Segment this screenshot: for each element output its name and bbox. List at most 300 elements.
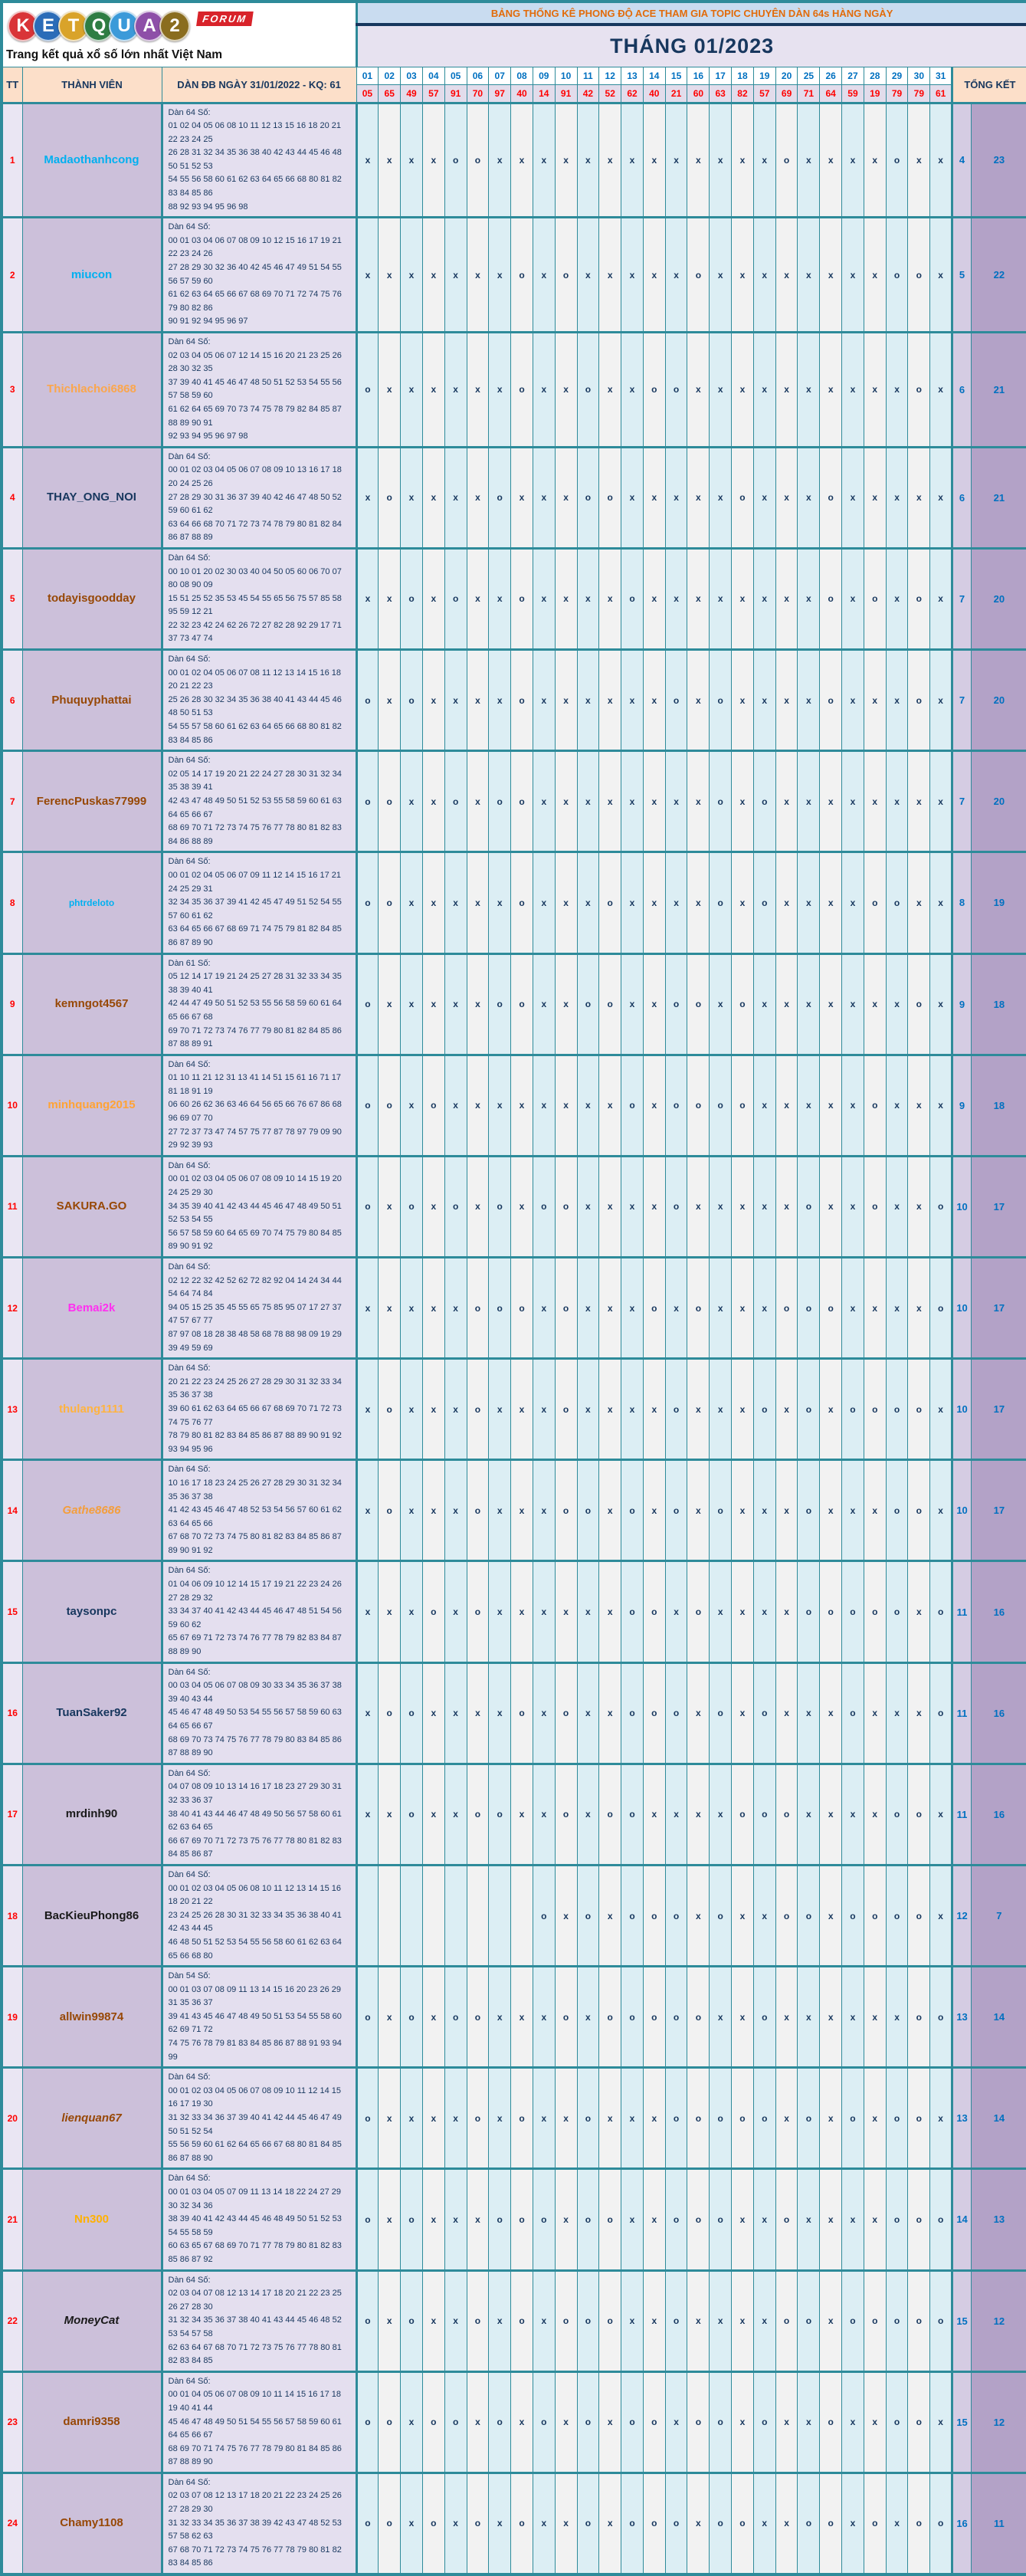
mark-cell: x [511,103,533,218]
mark-cell: o [908,2068,930,2169]
mark-cell: x [555,2371,577,2473]
dan-cell [162,1055,356,1156]
mark-cell: x [401,333,423,448]
mark-cell: x [864,218,886,333]
mark-cell: o [511,218,533,333]
dan-line: 45 46 47 48 49 50 53 54 55 56 57 58 59 60 63 64 65 66 67 [168,1708,342,1731]
mark-cell: x [864,1258,886,1359]
mark-cell: x [665,103,687,218]
member-name: taysonpc [66,1605,117,1619]
member-cell [22,1967,162,2068]
mark-cell: o [687,2169,710,2270]
row-number: 15 [2,1561,22,1662]
row-number: 13 [2,1359,22,1460]
day-header: 12 [599,67,621,84]
mark-cell: x [422,1156,444,1257]
mark-cell: x [864,650,886,751]
mark-cell: x [422,1764,444,1865]
mark-cell: x [577,218,599,333]
mark-cell: x [798,548,820,649]
mark-cell: o [379,1359,401,1460]
logo-tagline: Trang kết quả xổ số lớn nhất Việt Nam [6,48,223,61]
mark-cell: x [401,1359,423,1460]
dan-title: Dàn 54 Số: [168,1971,211,1981]
mark-cell: o [511,1258,533,1359]
dan-line: 00 01 03 07 08 09 11 13 14 15 16 20 23 26 29 31 35 36 37 [168,1984,341,2008]
total-miss-count: 10 [952,1460,972,1561]
mark-cell: x [886,953,908,1055]
mark-cell: x [820,1055,842,1156]
mark-cell: x [356,1359,379,1460]
dan-line: 02 03 04 05 06 07 12 14 15 16 20 21 23 25 26 28 30 32 35 [168,350,342,374]
mark-cell: x [864,1460,886,1561]
mark-cell: x [401,1055,423,1156]
dan-cell [162,751,356,852]
mark-cell: o [379,1662,401,1764]
mark-cell: o [930,1662,952,1764]
mark-cell: x [422,1258,444,1359]
mark-cell: x [864,1662,886,1764]
dan-line: 04 07 08 09 10 13 14 16 17 18 23 27 29 30 31 32 33 36 37 [168,1782,342,1805]
mark-cell: o [775,1865,798,1966]
mark-cell: x [842,2473,864,2574]
mark-cell: x [467,953,489,1055]
total-hit-count: 20 [972,751,1026,852]
mark-cell [401,1865,423,1966]
mark-cell: o [886,1764,908,1865]
dan-title: Dàn 64 Số: [168,2376,211,2386]
mark-cell: o [511,751,533,852]
mark-cell: o [710,1055,732,1156]
day-header: 10 [555,67,577,84]
total-hit-count: 16 [972,1662,1026,1764]
mark-cell: o [444,2371,467,2473]
mark-cell: x [930,1460,952,1561]
day-result: 79 [886,84,908,103]
mark-cell: x [842,1055,864,1156]
dan-line: 27 72 37 73 47 74 57 75 77 87 78 97 79 09 90 29 92 39 93 [168,1127,342,1150]
mark-cell [356,1865,379,1966]
mark-cell: x [775,447,798,548]
dan-line: 68 69 70 73 74 75 76 77 78 79 80 83 84 85 86 87 88 89 90 [168,1734,342,1758]
mark-cell: o [665,2169,687,2270]
mark-cell: x [643,2169,665,2270]
dan-line: 00 01 02 03 04 05 06 07 08 09 10 13 16 17 18 20 24 25 26 [168,465,342,488]
mark-cell: o [842,1865,864,1966]
dan-line: 01 10 11 21 12 31 13 41 14 51 15 61 16 71 17 81 18 91 19 [168,1073,341,1096]
total-miss-count: 13 [952,1967,972,2068]
mark-cell [511,1865,533,1966]
mark-cell: x [798,1764,820,1865]
mark-cell: x [599,1460,621,1561]
mark-cell: x [401,1258,423,1359]
mark-cell: x [710,1258,732,1359]
mark-cell: x [511,1156,533,1257]
member-row [2,650,1026,751]
mark-cell: x [489,218,511,333]
mark-cell: x [422,852,444,953]
member-cell [22,2270,162,2371]
mark-cell: x [533,333,555,448]
mark-cell: x [379,548,401,649]
mark-cell: x [467,852,489,953]
dan-line: 69 70 71 72 73 74 76 77 79 80 81 82 84 85 86 87 88 89 91 [168,1025,342,1049]
total-hit-count: 12 [972,2371,1026,2473]
mark-cell: x [356,1662,379,1764]
mark-cell: x [379,2169,401,2270]
mark-cell: x [665,218,687,333]
mark-cell: x [401,2473,423,2574]
day-header: 15 [665,67,687,84]
day-header: 26 [820,67,842,84]
member-row [2,1865,1026,1966]
mark-cell: x [930,953,952,1055]
day-header: 20 [775,67,798,84]
mark-cell: x [422,333,444,448]
total-hit-count: 7 [972,1865,1026,1966]
mark-cell: x [930,447,952,548]
mark-cell: x [577,650,599,751]
mark-cell: x [444,2068,467,2169]
mark-cell: o [820,1258,842,1359]
member-row [2,1258,1026,1359]
mark-cell: x [732,1967,754,2068]
mark-cell: x [665,1258,687,1359]
mark-cell: x [489,1055,511,1156]
mark-cell: o [467,2068,489,2169]
mark-cell: o [422,1055,444,1156]
dan-title: Dàn 64 Số: [168,107,211,117]
member-row [2,1561,1026,1662]
mark-cell: x [599,1561,621,1662]
mark-cell: o [401,2270,423,2371]
mark-cell: x [643,1764,665,1865]
mark-cell: o [710,852,732,953]
mark-cell: x [533,2068,555,2169]
mark-cell: x [467,447,489,548]
member-cell [22,2068,162,2169]
mark-cell: x [842,333,864,448]
day-result: 61 [930,84,952,103]
member-cell [22,1662,162,1764]
col-header-tt: TT [2,67,22,103]
mark-cell: x [379,218,401,333]
mark-cell: x [422,2068,444,2169]
mark-cell: x [511,1359,533,1460]
mark-cell: o [379,1460,401,1561]
mark-cell: x [401,1460,423,1561]
mark-cell: x [489,2473,511,2574]
mark-cell: o [908,650,930,751]
row-number: 2 [2,218,22,333]
total-hit-count: 20 [972,650,1026,751]
mark-cell: x [908,751,930,852]
mark-cell: o [930,1561,952,1662]
day-header: 14 [643,67,665,84]
mark-cell: x [533,852,555,953]
mark-cell: x [621,218,644,333]
mark-cell: x [842,1460,864,1561]
member-name: Thichlachoi6868 [47,382,136,396]
mark-cell: o [379,852,401,953]
mark-cell: o [511,548,533,649]
mark-cell: o [444,103,467,218]
mark-cell: o [864,1156,886,1257]
dan-title: Dàn 64 Số: [168,655,211,665]
mark-cell: o [489,1156,511,1257]
mark-cell: o [643,1967,665,2068]
mark-cell [379,1865,401,1966]
mark-cell: x [732,751,754,852]
mark-cell: x [798,650,820,751]
mark-cell: x [886,1967,908,2068]
mark-cell: x [820,1764,842,1865]
mark-cell: o [533,1156,555,1257]
mark-cell: x [555,852,577,953]
total-hit-count: 18 [972,953,1026,1055]
mark-cell: x [864,103,886,218]
mark-cell: o [710,2371,732,2473]
mark-cell: o [886,2068,908,2169]
mark-cell: x [422,1662,444,1764]
member-cell [22,2169,162,2270]
mark-cell: x [710,447,732,548]
dan-line: 25 26 28 30 32 34 35 36 38 40 41 43 44 45 46 48 50 51 53 [168,694,342,718]
mark-cell: o [820,548,842,649]
mark-cell: x [820,1156,842,1257]
mark-cell: x [820,218,842,333]
dan-title: Dàn 64 Số: [168,553,211,563]
mark-cell: x [533,447,555,548]
dan-title: Dàn 64 Số: [168,2477,211,2487]
total-hit-count: 21 [972,447,1026,548]
mark-cell: x [489,1967,511,2068]
mark-cell: x [732,1258,754,1359]
dan-line: 37 39 40 41 45 46 47 48 50 51 52 53 54 55 56 57 58 59 60 [168,377,342,401]
mark-cell: x [643,548,665,649]
mark-cell: x [444,852,467,953]
total-hit-count: 17 [972,1460,1026,1561]
dan-line: 15 51 25 52 35 53 45 54 55 65 56 75 57 85 58 95 59 12 21 [168,593,342,617]
mark-cell: x [820,103,842,218]
mark-cell: o [886,852,908,953]
board-title: BẢNG THỐNG KÊ PHONG ĐỘ ACE THAM GIA TOPIC CHUYÊN DÀN 64s HÀNG NGÀY [356,2,1026,25]
mark-cell: x [687,1359,710,1460]
day-result: 21 [665,84,687,103]
total-miss-count: 13 [952,2068,972,2169]
member-cell [22,1156,162,1257]
mark-cell: o [886,1865,908,1966]
day-header: 27 [842,67,864,84]
dan-cell [162,218,356,333]
mark-cell: x [687,852,710,953]
mark-cell: x [775,1055,798,1156]
site-logo [2,2,356,67]
dan-line: 00 01 02 03 04 05 06 07 08 09 10 11 12 14 15 16 17 19 30 [168,2085,341,2109]
mark-cell: x [798,218,820,333]
mark-cell: x [401,953,423,1055]
mark-cell: o [621,1460,644,1561]
col-header-dan: DÀN ĐB NGÀY 31/01/2022 - KQ: 61 [162,67,356,103]
mark-cell: x [842,1764,864,1865]
mark-cell: x [379,2068,401,2169]
mark-cell: o [775,1764,798,1865]
dan-cell [162,1967,356,2068]
mark-cell: x [467,1055,489,1156]
mark-cell: x [687,548,710,649]
member-cell [22,852,162,953]
dan-line: 00 01 02 04 05 06 07 08 11 12 13 14 15 16 18 20 21 22 23 [168,668,341,691]
mark-cell: o [908,1764,930,1865]
member-row [2,2473,1026,2574]
mark-cell: o [599,852,621,953]
mark-cell: x [643,218,665,333]
mark-cell: x [753,1055,775,1156]
mark-cell: x [732,2270,754,2371]
mark-cell: x [422,2169,444,2270]
dan-title: Dàn 64 Số: [168,2275,211,2285]
mark-cell: o [599,1764,621,1865]
mark-cell: x [732,333,754,448]
mark-cell: o [643,2473,665,2574]
mark-cell: o [379,751,401,852]
mark-cell: o [577,333,599,448]
mark-cell: o [864,2270,886,2371]
member-cell [22,1764,162,1865]
logo-letter: K [8,11,38,41]
mark-cell: x [422,1967,444,2068]
total-miss-count: 8 [952,852,972,953]
mark-cell: o [710,751,732,852]
mark-cell: o [908,1460,930,1561]
dan-line: 01 02 04 05 06 08 10 11 12 13 15 16 18 20 21 22 23 24 25 [168,121,341,144]
mark-cell: x [643,1460,665,1561]
dan-line: 46 48 50 51 52 53 54 55 56 58 60 61 62 63 64 65 66 68 80 [168,1937,342,1961]
dan-line: 74 75 76 78 79 81 83 84 85 86 87 88 91 93 94 99 [168,2039,342,2062]
mark-cell: o [665,2068,687,2169]
mark-cell: o [798,1460,820,1561]
mark-cell: o [643,1561,665,1662]
member-name: Bemai2k [67,1301,116,1314]
dan-line: 22 32 23 42 24 62 26 72 27 82 28 92 29 17 71 37 73 47 74 [168,620,342,644]
mark-cell: x [444,1764,467,1865]
row-number: 11 [2,1156,22,1257]
mark-cell: x [621,333,644,448]
mark-cell: x [422,650,444,751]
member-cell [22,650,162,751]
mark-cell: x [489,2068,511,2169]
mark-cell: o [732,2473,754,2574]
mark-cell: x [886,548,908,649]
mark-cell: x [665,447,687,548]
mark-cell: x [864,447,886,548]
dan-line: 56 57 58 59 60 64 65 69 70 74 75 79 80 84 85 89 90 91 92 [168,1228,342,1252]
day-result: 65 [379,84,401,103]
dan-line: 31 32 34 35 36 37 38 40 41 43 44 45 46 48 52 53 54 57 58 [168,2315,342,2338]
mark-cell: x [775,218,798,333]
mark-cell: x [555,1055,577,1156]
mark-cell: o [908,548,930,649]
member-row [2,447,1026,548]
mark-cell: x [401,2371,423,2473]
mark-cell: o [710,2169,732,2270]
mark-cell: o [621,1561,644,1662]
mark-cell: o [732,1055,754,1156]
mark-cell: x [643,650,665,751]
mark-cell: o [908,2473,930,2574]
mark-cell: o [533,1865,555,1966]
member-name: SAKURA.GO [56,1199,127,1213]
mark-cell: x [753,218,775,333]
mark-cell: o [864,1561,886,1662]
mark-cell: x [533,1460,555,1561]
total-miss-count: 15 [952,2371,972,2473]
mark-cell: x [798,953,820,1055]
mark-cell: o [908,2270,930,2371]
total-miss-count: 11 [952,1662,972,1764]
mark-cell: x [533,1967,555,2068]
mark-cell: x [908,1561,930,1662]
mark-cell: o [820,1561,842,1662]
mark-cell: o [489,751,511,852]
dan-title: Dàn 64 Số: [168,1059,211,1069]
day-header: 07 [489,67,511,84]
row-number: 4 [2,447,22,548]
mark-cell: x [444,1055,467,1156]
mark-cell: o [665,953,687,1055]
mark-cell: o [665,1967,687,2068]
mark-cell: o [930,2169,952,2270]
mark-cell: x [621,650,644,751]
dan-cell [162,1662,356,1764]
mark-cell: x [908,1258,930,1359]
member-name: BacKieuPhong86 [44,1908,139,1922]
mark-cell: x [753,2169,775,2270]
mark-cell: o [511,2169,533,2270]
mark-cell: x [511,447,533,548]
mark-cell: o [467,103,489,218]
mark-cell: x [864,751,886,852]
member-cell [22,333,162,448]
mark-cell: x [842,953,864,1055]
mark-cell: x [643,1055,665,1156]
mark-cell: o [820,2473,842,2574]
mark-cell: o [908,953,930,1055]
mark-cell: o [820,2371,842,2473]
mark-cell: o [775,1258,798,1359]
mark-cell: o [599,447,621,548]
row-number: 18 [2,1865,22,1966]
mark-cell: o [886,1359,908,1460]
mark-cell [467,1865,489,1966]
dan-line: 00 10 01 20 02 30 03 40 04 50 05 60 06 70 07 80 08 90 09 [168,566,342,590]
mark-cell: x [820,2270,842,2371]
total-hit-count: 17 [972,1156,1026,1257]
mark-cell: x [533,1359,555,1460]
mark-cell: x [710,548,732,649]
total-miss-count: 9 [952,953,972,1055]
day-result: 82 [732,84,754,103]
day-result: 69 [775,84,798,103]
mark-cell: x [665,852,687,953]
mark-cell: o [577,1460,599,1561]
dan-line: 00 01 03 04 05 07 09 11 13 14 18 22 24 27 29 30 32 34 36 [168,2187,341,2210]
mark-cell: o [356,2371,379,2473]
dan-cell [162,103,356,218]
dan-line: 27 28 29 30 32 36 40 42 45 46 47 49 51 54 55 56 57 59 60 [168,263,342,286]
mark-cell: o [908,2371,930,2473]
member-name: Nn300 [74,2212,110,2226]
